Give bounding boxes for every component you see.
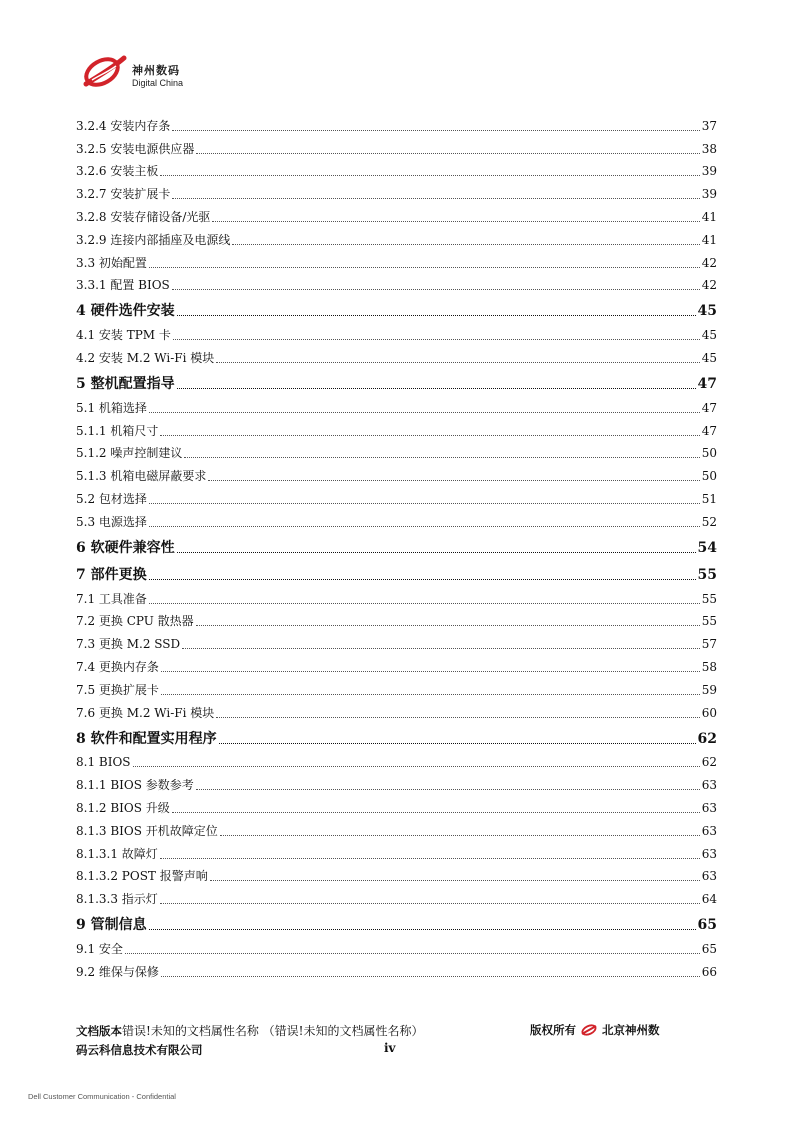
toc-dot-leader	[216, 361, 699, 363]
toc-entry-title: 5.3 电源选择	[76, 514, 147, 529]
table-of-contents	[76, 112, 717, 981]
toc-dot-leader	[212, 220, 699, 222]
toc-section-entry[interactable]	[76, 585, 717, 608]
toc-dot-leader	[172, 197, 699, 199]
toc-dot-leader	[172, 129, 699, 131]
toc-section-entry[interactable]	[76, 840, 717, 863]
toc-entry-page: 41	[701, 232, 717, 247]
toc-entry-title: 3.3 初始配置	[76, 255, 147, 270]
toc-dot-leader	[160, 174, 699, 176]
toc-section-entry[interactable]	[76, 794, 717, 817]
toc-section-entry[interactable]	[76, 462, 717, 485]
doc-version-label: 文档版本	[76, 1024, 122, 1038]
toc-section-entry[interactable]	[76, 440, 717, 463]
company-name-part1: 北京神州数	[602, 1023, 660, 1037]
digital-china-small-logo-icon	[580, 1024, 598, 1036]
digital-china-swirl-icon	[80, 50, 130, 94]
company-name-part2: 码云科信息技术有限公司	[76, 1043, 203, 1057]
toc-entry-page: 62	[701, 755, 717, 770]
toc-section-entry[interactable]	[76, 394, 717, 417]
toc-dot-leader	[125, 952, 700, 954]
doc-version	[76, 1022, 423, 1039]
toc-dot-leader	[133, 765, 700, 767]
toc-section-entry[interactable]	[76, 417, 717, 440]
toc-entry-title: 5.1.2 噪声控制建议	[76, 446, 183, 461]
toc-entry-title: 5.1.1 机箱尺寸	[76, 423, 159, 438]
toc-entry-page: 45	[697, 303, 717, 320]
toc-entry-title: 3.2.6 安装主板	[76, 164, 159, 179]
toc-dot-leader	[184, 456, 699, 458]
toc-dot-leader	[216, 716, 699, 718]
toc-entry-page: 45	[701, 328, 717, 343]
doc-version-error-paren: （错误!未知的文档属性名称）	[262, 1024, 424, 1038]
toc-section-entry[interactable]	[76, 508, 717, 531]
toc-entry-page: 39	[701, 164, 717, 179]
toc-dot-leader	[161, 693, 700, 695]
toc-section-entry[interactable]	[76, 249, 717, 272]
page-footer	[76, 1022, 717, 1062]
toc-entry-title: 8.1.3 BIOS 开机故障定位	[76, 823, 218, 838]
toc-entry-page: 38	[701, 141, 717, 156]
toc-entry-page: 63	[701, 778, 717, 793]
toc-entry-page: 60	[701, 705, 717, 720]
toc-entry-title: 9 管制信息	[76, 917, 147, 934]
toc-entry-page: 64	[701, 892, 717, 907]
toc-chapter-entry[interactable]	[76, 531, 717, 558]
toc-entry-title: 3.2.9 连接内部插座及电源线	[76, 232, 231, 247]
toc-entry-page: 63	[701, 869, 717, 884]
toc-entry-title: 7.1 工具准备	[76, 591, 147, 606]
toc-chapter-entry[interactable]	[76, 908, 717, 935]
toc-entry-title: 9.2 维保与保修	[76, 964, 159, 979]
toc-entry-title: 8.1.1 BIOS 参数参考	[76, 778, 194, 793]
toc-entry-page: 58	[701, 659, 717, 674]
toc-dot-leader	[160, 902, 700, 904]
toc-dot-leader	[182, 647, 700, 649]
toc-entry-title: 3.2.7 安装扩展卡	[76, 187, 171, 202]
toc-entry-title: 7.2 更换 CPU 散热器	[76, 614, 194, 629]
toc-dot-leader	[149, 578, 696, 580]
toc-entry-page: 63	[701, 846, 717, 861]
toc-entry-page: 50	[701, 469, 717, 484]
toc-entry-title: 8.1 BIOS	[76, 755, 131, 770]
toc-entry-title: 4 硬件选件安装	[76, 303, 175, 320]
toc-chapter-entry[interactable]	[76, 294, 717, 321]
toc-dot-leader	[172, 811, 700, 813]
toc-section-entry[interactable]	[76, 112, 717, 135]
toc-entry-title: 8.1.2 BIOS 升级	[76, 800, 170, 815]
toc-dot-leader	[149, 502, 700, 504]
toc-section-entry[interactable]	[76, 321, 717, 344]
toc-entry-title: 8.1.3.1 故障灯	[76, 846, 158, 861]
toc-entry-title: 5.2 包材选择	[76, 491, 147, 506]
toc-entry-title: 6 软硬件兼容性	[76, 539, 175, 556]
toc-dot-leader	[161, 670, 700, 672]
toc-dot-leader	[177, 314, 696, 316]
toc-entry-title: 5.1 机箱选择	[76, 400, 147, 415]
toc-section-entry[interactable]	[76, 608, 717, 631]
doc-version-error: 错误!未知的文档属性名称	[122, 1024, 259, 1038]
toc-entry-page: 52	[701, 514, 717, 529]
toc-entry-title: 5.1.3 机箱电磁屏蔽要求	[76, 469, 207, 484]
toc-dot-leader	[177, 387, 696, 389]
toc-entry-page: 57	[701, 637, 717, 652]
toc-section-entry[interactable]	[76, 699, 717, 722]
logo-english-name: Digital China	[132, 78, 184, 88]
toc-entry-page: 42	[701, 255, 717, 270]
toc-dot-leader	[177, 551, 696, 553]
toc-section-entry[interactable]	[76, 226, 717, 249]
copyright-line	[530, 1022, 660, 1038]
toc-section-entry[interactable]	[76, 676, 717, 699]
toc-section-entry[interactable]	[76, 272, 717, 295]
toc-section-entry[interactable]	[76, 135, 717, 158]
toc-entry-title: 5 整机配置指导	[76, 375, 175, 392]
toc-entry-title: 7.5 更换扩展卡	[76, 682, 159, 697]
toc-entry-title: 7 部件更换	[76, 566, 147, 583]
confidentiality-notice: Dell Customer Communication - Confidential	[28, 1092, 176, 1101]
toc-section-entry[interactable]	[76, 653, 717, 676]
toc-section-entry[interactable]	[76, 485, 717, 508]
toc-dot-leader	[219, 742, 696, 744]
toc-section-entry[interactable]	[76, 935, 717, 958]
toc-dot-leader	[172, 288, 700, 290]
toc-entry-page: 65	[697, 917, 717, 934]
toc-dot-leader	[220, 834, 700, 836]
toc-entry-page: 59	[701, 682, 717, 697]
toc-entry-title: 7.3 更换 M.2 SSD	[76, 637, 181, 652]
toc-entry-page: 39	[701, 187, 717, 202]
logo-chinese-name: 神州数码	[132, 64, 180, 77]
toc-chapter-entry[interactable]	[76, 558, 717, 585]
toc-entry-page: 62	[697, 730, 717, 747]
toc-entry-title: 8.1.3.3 指示灯	[76, 892, 158, 907]
toc-section-entry[interactable]	[76, 180, 717, 203]
toc-entry-page: 63	[701, 823, 717, 838]
toc-entry-title: 7.6 更换 M.2 Wi-Fi 模块	[76, 705, 215, 720]
toc-section-entry[interactable]	[76, 817, 717, 840]
toc-entry-title: 3.3.1 配置 BIOS	[76, 278, 170, 293]
toc-section-entry[interactable]	[76, 344, 717, 367]
toc-chapter-entry[interactable]	[76, 367, 717, 394]
toc-section-entry[interactable]	[76, 630, 717, 653]
toc-dot-leader	[173, 338, 700, 340]
toc-section-entry[interactable]	[76, 203, 717, 226]
toc-dot-leader	[149, 411, 700, 413]
toc-dot-leader	[196, 788, 700, 790]
toc-section-entry[interactable]	[76, 863, 717, 886]
copyright-label: 版权所有	[530, 1023, 576, 1037]
toc-dot-leader	[232, 243, 699, 245]
toc-dot-leader	[196, 624, 700, 626]
toc-entry-page: 55	[697, 566, 717, 583]
toc-entry-page: 55	[701, 591, 717, 606]
toc-dot-leader	[160, 857, 700, 859]
toc-entry-page: 66	[701, 964, 717, 979]
toc-entry-page: 50	[701, 446, 717, 461]
toc-entry-title: 4.2 安装 M.2 Wi-Fi 模块	[76, 350, 215, 365]
toc-entry-page: 42	[701, 278, 717, 293]
toc-entry-page: 47	[701, 400, 717, 415]
toc-dot-leader	[149, 525, 700, 527]
toc-dot-leader	[149, 266, 700, 268]
toc-entry-page: 47	[701, 423, 717, 438]
toc-entry-page: 55	[701, 614, 717, 629]
toc-section-entry[interactable]	[76, 958, 717, 981]
toc-section-entry[interactable]	[76, 749, 717, 772]
toc-chapter-entry[interactable]	[76, 722, 717, 749]
toc-dot-leader	[210, 879, 700, 881]
toc-entry-page: 41	[701, 209, 717, 224]
toc-section-entry[interactable]	[76, 771, 717, 794]
toc-entry-page: 37	[701, 118, 717, 133]
toc-dot-leader	[161, 975, 700, 977]
toc-dot-leader	[196, 152, 699, 154]
company-logo	[80, 50, 220, 94]
toc-section-entry[interactable]	[76, 158, 717, 181]
toc-entry-title: 8.1.3.2 POST 报警声响	[76, 869, 208, 884]
toc-entry-title: 3.2.4 安装内存条	[76, 118, 171, 133]
toc-dot-leader	[160, 434, 699, 436]
toc-entry-title: 7.4 更换内存条	[76, 659, 159, 674]
toc-section-entry[interactable]	[76, 885, 717, 908]
toc-entry-page: 54	[697, 539, 717, 556]
toc-dot-leader	[149, 928, 696, 930]
toc-entry-page: 45	[701, 350, 717, 365]
toc-entry-page: 51	[701, 491, 717, 506]
toc-entry-page: 47	[697, 375, 717, 392]
toc-entry-title: 4.1 安装 TPM 卡	[76, 328, 171, 343]
toc-entry-title: 8 软件和配置实用程序	[76, 730, 217, 747]
toc-entry-title: 9.1 安全	[76, 941, 123, 956]
toc-dot-leader	[149, 602, 700, 604]
page-number: iv	[384, 1041, 396, 1055]
toc-dot-leader	[208, 479, 699, 481]
toc-entry-page: 65	[701, 941, 717, 956]
toc-entry-title: 3.2.5 安装电源供应器	[76, 141, 195, 156]
toc-entry-title: 3.2.8 安装存储设备/光驱	[76, 209, 211, 224]
toc-entry-page: 63	[701, 800, 717, 815]
